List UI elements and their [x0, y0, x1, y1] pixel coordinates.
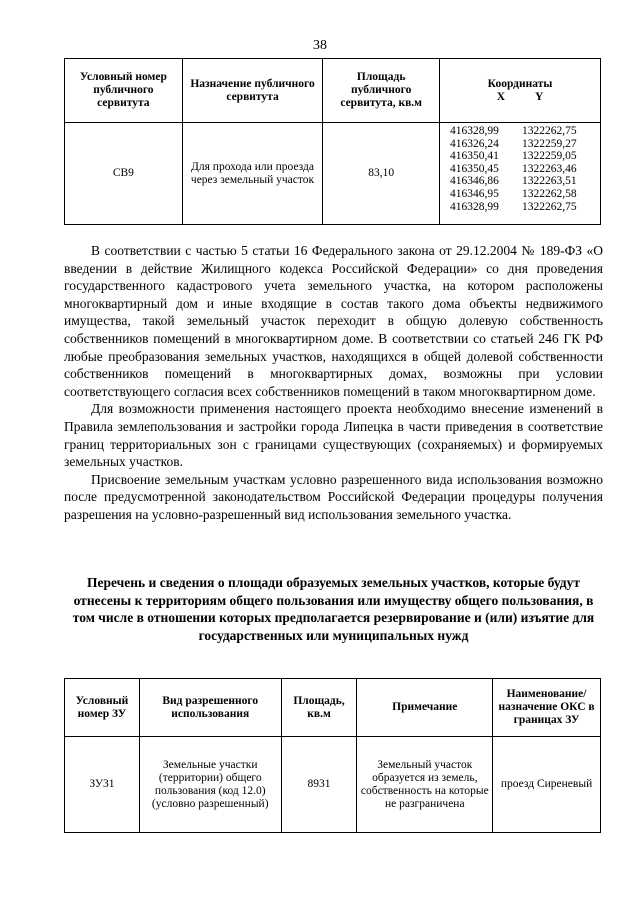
header-note: Примечание: [357, 679, 493, 737]
coordinate-y: 1322262,75: [522, 200, 577, 213]
coordinate-x: 416326,24: [450, 137, 499, 150]
table-row: [65, 737, 601, 833]
header-permitted-use: Вид разрешенного использования: [139, 679, 281, 737]
servitude-area: 83,10: [323, 123, 440, 225]
coordinate-y: 1322262,75: [522, 125, 577, 137]
paragraph-property-rights: В соответствии с частью 5 статьи 16 Федерального закона от 29.12.2004 № 189-ФЗ «О введении в действие Жилищного кодекса Российской Федерации» со дня проведения государственного кадастрового учета земельного участка, на котором расположены многоквартирный дом и иные входящие в состав такого дома объекты недвижимого имущества, такой земельный участок переходит в общую долевую собственность собственников помещений в многоквартирном доме. В соответствии со статьей 246 ГК РФ любые преобразования земельных участков, находящихся в общей долевой собственности собственников помещений в многоквартирных домах, возможны при условии соответствующего согласия всех собственников помещений в таком многоквартирном доме.: [64, 243, 603, 399]
header-servitude-area: Площадь публичного сервитута, кв.м: [323, 59, 440, 123]
coordinates-cell: [440, 123, 601, 225]
coordinate-y: 1322259,27: [522, 137, 577, 150]
header-plot-number: Условный номер ЗУ: [65, 679, 140, 737]
coordinate-y: 1322263,51: [522, 175, 577, 188]
plot-area: 8931: [281, 737, 357, 833]
header-coordinate-x: X: [496, 90, 506, 103]
coordinate-x: 416328,99: [450, 200, 499, 213]
coordinate-row: [450, 150, 600, 163]
body-text: [64, 242, 603, 524]
coordinate-y: 1322262,58: [522, 187, 577, 200]
header-servitude-purpose: Назначение публичного сервитута: [182, 59, 323, 123]
header-oks-name: Наименование/ назначение ОКС в границах ЗУ: [493, 679, 601, 737]
paragraph-conditional-use: Присвоение земельным участкам условно разрешенного вида использования возможно после предусмотренной законодательством Российской Федерации процедуры получения разрешения на условно-разрешенный вид использования земельного участка.: [64, 471, 603, 522]
header-coordinates: [440, 59, 601, 123]
paragraph-zoning-changes: Для возможности применения настоящего проекта необходимо внесение изменений в Правила землепользования и застройки города Липецка в части приведения в соответствие границ территориальных зон с границами существующих (сохраняемых) и формируемых земельных участков.: [64, 401, 603, 470]
plot-number: ЗУ31: [65, 737, 140, 833]
land-plots-table: [64, 678, 601, 833]
servitude-purpose: Для прохода или проезда через земельный участок: [182, 123, 323, 225]
coordinate-x: 416346,86: [450, 175, 499, 188]
header-coordinate-y: Y: [535, 90, 544, 103]
servitude-table: [64, 58, 601, 225]
coordinate-x: 416328,99: [450, 125, 499, 137]
header-servitude-number: Условный номер публичного сервитута: [65, 59, 183, 123]
section-title: Перечень и сведения о площади образуемых земельных участков, которые будут отнесены к территориям общего пользования или имуществу общего пользования, в том числе в отношении которых предполагается резервирование и (или) изъятие для государственных или муниципальных нужд: [72, 575, 595, 643]
servitude-table-header: [65, 59, 601, 123]
plot-oks-name: проезд Сиреневый: [493, 737, 601, 833]
plot-permitted-use: Земельные участки (территории) общего пользования (код 12.0) (условно разрешенный): [139, 737, 281, 833]
header-coordinates-label: Координаты: [487, 77, 553, 90]
coordinate-x: 416346,95: [450, 187, 499, 200]
page-number: 38: [313, 38, 327, 53]
coordinate-y: 1322259,05: [522, 150, 577, 163]
coordinate-row: [450, 201, 600, 214]
header-plot-area: Площадь, кв.м: [281, 679, 357, 737]
coordinate-row: [450, 175, 600, 188]
land-plots-table-header: [65, 679, 601, 737]
coordinate-row: [450, 188, 600, 201]
coordinate-y: 1322263,46: [522, 162, 577, 175]
coordinate-x: 416350,41: [450, 150, 499, 163]
servitude-number: СВ9: [65, 123, 183, 225]
coordinate-row: [450, 138, 600, 151]
plot-note: Земельный участок образуется из земель, собственность на которые не разграничена: [357, 737, 493, 833]
table-row: [65, 123, 601, 225]
coordinate-x: 416350,45: [450, 162, 499, 175]
coordinate-row: [450, 125, 600, 138]
coordinate-row: [450, 163, 600, 176]
